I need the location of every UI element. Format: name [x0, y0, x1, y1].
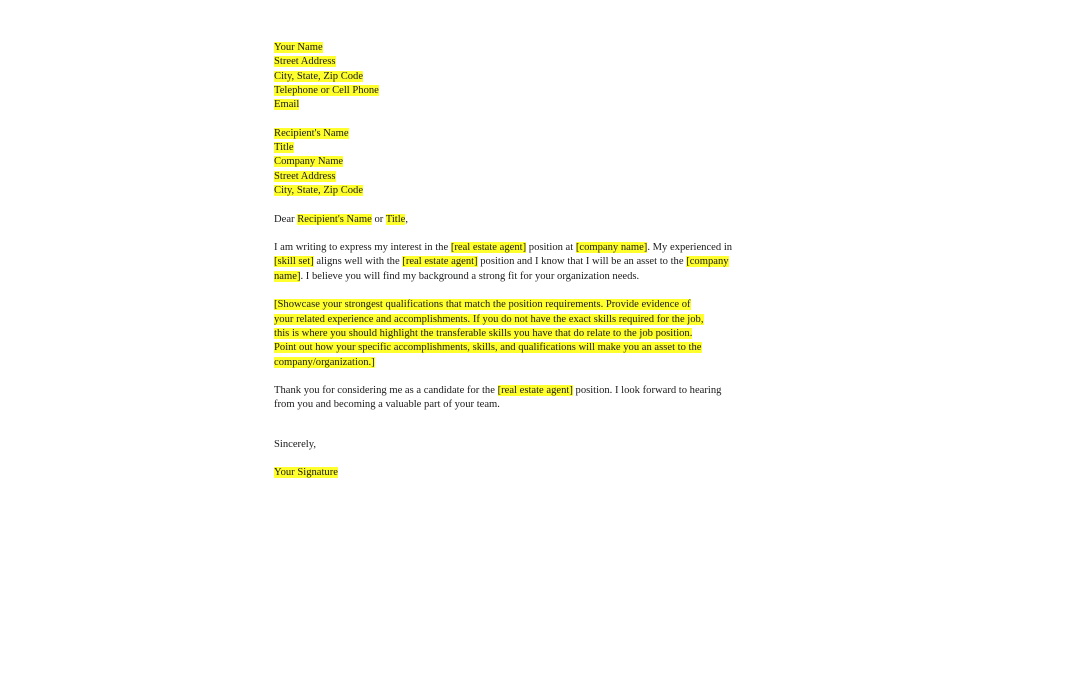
skill-set-placeholder[interactable]: [skill set]	[274, 256, 314, 268]
qualifications-placeholder-line[interactable]: [Showcase your strongest qualifications that match the position requirements. Provide evidence of	[274, 299, 691, 311]
company-placeholder[interactable]: [company name]	[274, 256, 729, 282]
spacer	[274, 198, 754, 212]
signature-placeholder[interactable]: Your Signature	[274, 467, 338, 479]
salutation: Dear Recipient's Name or Title,	[274, 213, 409, 225]
salutation-name-placeholder[interactable]: Recipient's Name	[297, 213, 372, 225]
salutation-title-placeholder[interactable]: Title	[385, 213, 406, 225]
recipient-company[interactable]: Company Name	[274, 156, 344, 168]
position-placeholder[interactable]: [real estate agent]	[497, 385, 573, 397]
qualifications-placeholder-line[interactable]: this is where you should highlight the transferable skills you have that do relate to the job position.	[274, 327, 693, 339]
spacer	[274, 413, 754, 438]
position-placeholder[interactable]: [real estate agent]	[402, 256, 478, 268]
qualifications-placeholder-line[interactable]: Point out how your specific accomplishments, skills, and qualifications will make you an asset to the	[274, 342, 702, 354]
sender-email[interactable]: Email	[274, 99, 300, 111]
paragraph-thanks: Thank you for considering me as a candidate for the [real estate agent] position. I look forward to hearing from you and becoming a valuable part of your team.	[274, 385, 722, 411]
sender-phone[interactable]: Telephone or Cell Phone	[274, 84, 379, 96]
recipient-name[interactable]: Recipient's Name	[274, 127, 349, 139]
recipient-title[interactable]: Title	[274, 142, 294, 154]
company-placeholder[interactable]: [company name]	[575, 242, 648, 254]
sender-street[interactable]: Street Address	[274, 56, 336, 68]
recipient-block	[274, 127, 754, 198]
sender-block	[274, 41, 754, 112]
paragraph-interest: I am writing to express my interest in the [real estate agent] position at [company name]. My experienced in [skill set] aligns well with the [real estate agent] position and I know that I will be an asset to the [company name]. I believe you will find my background a strong fit for your organization needs.	[274, 242, 733, 282]
sender-name[interactable]: Your Name	[274, 42, 323, 53]
recipient-street[interactable]: Street Address	[274, 170, 336, 182]
spacer	[274, 227, 754, 241]
qualifications-placeholder-line[interactable]: your related experience and accomplishments. If you do not have the exact skills required for the job,	[274, 313, 704, 325]
paragraph-qualifications	[274, 298, 754, 369]
spacer	[274, 370, 754, 384]
closing: Sincerely,	[274, 438, 316, 450]
position-placeholder[interactable]: [real estate agent]	[450, 242, 527, 254]
recipient-city[interactable]: City, State, Zip Code	[274, 184, 364, 196]
spacer	[274, 284, 754, 298]
qualifications-placeholder-line[interactable]: company/organization.]	[274, 356, 375, 368]
cover-letter-document	[274, 41, 754, 481]
spacer	[274, 112, 754, 126]
spacer	[274, 452, 754, 466]
signature-line	[274, 466, 754, 480]
sender-city[interactable]: City, State, Zip Code	[274, 70, 364, 82]
